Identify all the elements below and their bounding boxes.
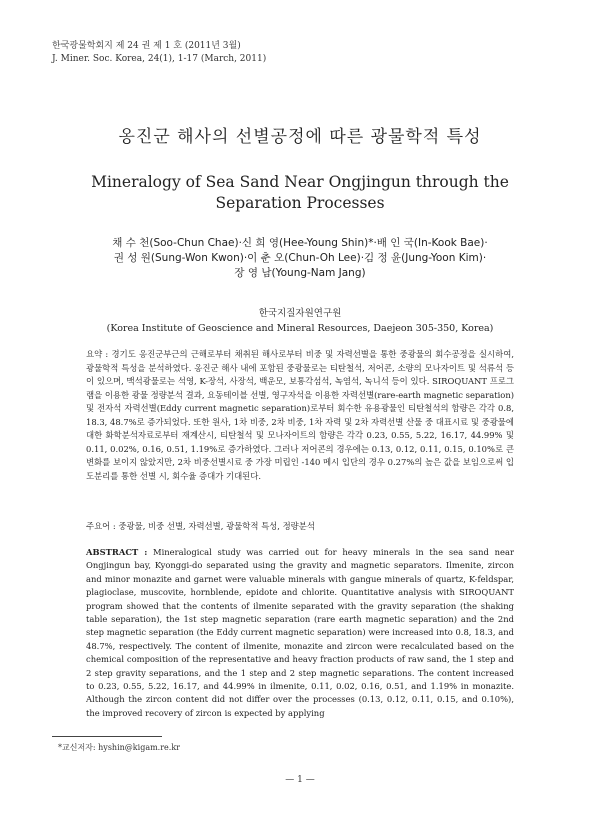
journal-citation-korean: 한국광물학회지 제 24 권 제 1 호 (2011년 3월) xyxy=(52,41,241,51)
paper-title-korean: 옹진군 해사의 선별공정에 따른 광물학적 특성 xyxy=(118,127,482,147)
journal-citation-english: J. Miner. Soc. Korea, 24(1), 1-17 (March, 2011) xyxy=(52,54,267,64)
author-list xyxy=(40,236,560,281)
abstract-korean-label: 요약 : xyxy=(86,349,109,359)
keywords-korean xyxy=(86,520,514,533)
paper-title-english xyxy=(80,172,520,214)
abstract-english-label: ABSTRACT : xyxy=(86,547,148,557)
abstract-english xyxy=(86,546,514,720)
affiliation xyxy=(40,306,560,336)
abstract-english-text: Mineralogical study was carried out for heavy minerals in the sea sand near Ongjingun bay, Kyonggi-do separated using the gravity and magnetic separators. Ilmenite, zircon and minor monazite and garnet were valuable minerals with gangue minerals of quartz, K-feldspar, plagioclase, muscovite, hornblende, epidote and chlorite. Quantitative analysis with SIROQUANT program showed that the contents of ilmenite separated with the gravity separation (the shaking table separation), the 1st step magnetic separation (rare earth magnetic separation) and the 2nd step magnetic separation (the Eddy current magnetic separation) were increased into 0.8, 18.3, and 48.7%, respectively. The content of ilmenite, monazite and zircon were recalculated based on the chemical composition of the representative and heavy fraction products of raw sand, the 1 step and 2 step gravity separations, and the 1 step and 2 step magnetic separations. The content increased to 0.23, 0.55, 5.22, 16.17, and 44.99% in ilmenite, 0.11, 0.02, 0.16, 0.51, and 1.19% in monazite. Although the zircon content did not differ over the processes (0.13, 0.12, 0.11, 0.15, and 0.10%), the improved recovery of zircon is expected by applying xyxy=(86,547,514,718)
footnote-divider xyxy=(52,736,162,737)
abstract-korean-text: 경기도 옹진군부근의 근해로부터 채취된 해사로부터 비중 및 자력선별을 통한 중광물의 회수공정을 실시하여, 광물학적 특성을 분석하였다. 옹진군 해사 내에 포함된 중광물로는 티탄철석, 저어콘, 소량의 모나자이트 및 석류석 등이 있으며, 맥석광물로는 석영, K-장석, 사장석, 백운모, 보통각섬석, 녹염석, 녹니석 등이 있다. SIROQUANT 프로그램을 이용한 광물 정량분석 결과, 요동테이블 선별, 영구자석을 이용한 자력선별(rare-earth magnetic separation) 및 전자석 자력선별(Eddy current magnetic separation)로부터 회수한 유용광물인 티탄철석의 함량은 각각 0.8, 18.3, 48.7%로 증가되었다. 또한 원사, 1차 비중, 2차 비중, 1차 자력 및 2차 자력선별 산물 중 대표시료 및 중광물에 대한 화학분석자료로부터 재계산시, 티탄철석 및 모나자이트의 함량은 각각 0.23, 0.55, 5.22, 16.17, 44.99% 및 0.11, 0.02%, 0.16, 0.51, 1.19%로 증가하였다. 그러나 저어콘의 경우에는 0.13, 0.12, 0.11, 0.15, 0.10%로 큰 변화를 보이지 않았지만, 2차 비중선별시료 중 가장 미립인 -140 메시 입단의 경우 0.27%의 높은 값을 보임으로써 입도분리를 통한 선별 시, 회수율 증대가 기대된다. xyxy=(86,349,514,481)
author-line-2: 권 성 원(Sung-Won Kwon)·이 춘 오(Chun-Oh Lee)·김 정 윤(Jung-Yoon Kim)· xyxy=(113,252,487,264)
author-line-1: 채 수 천(Soo-Chun Chae)·신 희 영(Hee-Young Shin)*·배 인 국(In-Kook Bae)· xyxy=(112,237,488,249)
paper-title-english-line2: Separation Processes xyxy=(215,194,385,212)
keywords-korean-text: 중광물, 비중 선별, 자력선별, 광물학적 특성, 정량분석 xyxy=(118,521,315,531)
page-number: — 1 — xyxy=(285,775,315,785)
corresponding-author-footnote: *교신저자: hyshin@kigam.re.kr xyxy=(58,743,180,752)
affiliation-korean: 한국지질자원연구원 xyxy=(258,308,342,319)
journal-header xyxy=(52,40,266,66)
abstract-korean xyxy=(86,348,514,483)
paper-title-english-line1: Mineralogy of Sea Sand Near Ongjingun through the xyxy=(91,173,509,191)
author-line-3: 장 영 남(Young-Nam Jang) xyxy=(234,267,366,279)
keywords-korean-label: 주요어 : xyxy=(86,521,116,531)
affiliation-english: (Korea Institute of Geoscience and Mineral Resources, Daejeon 305-350, Korea) xyxy=(106,323,494,334)
